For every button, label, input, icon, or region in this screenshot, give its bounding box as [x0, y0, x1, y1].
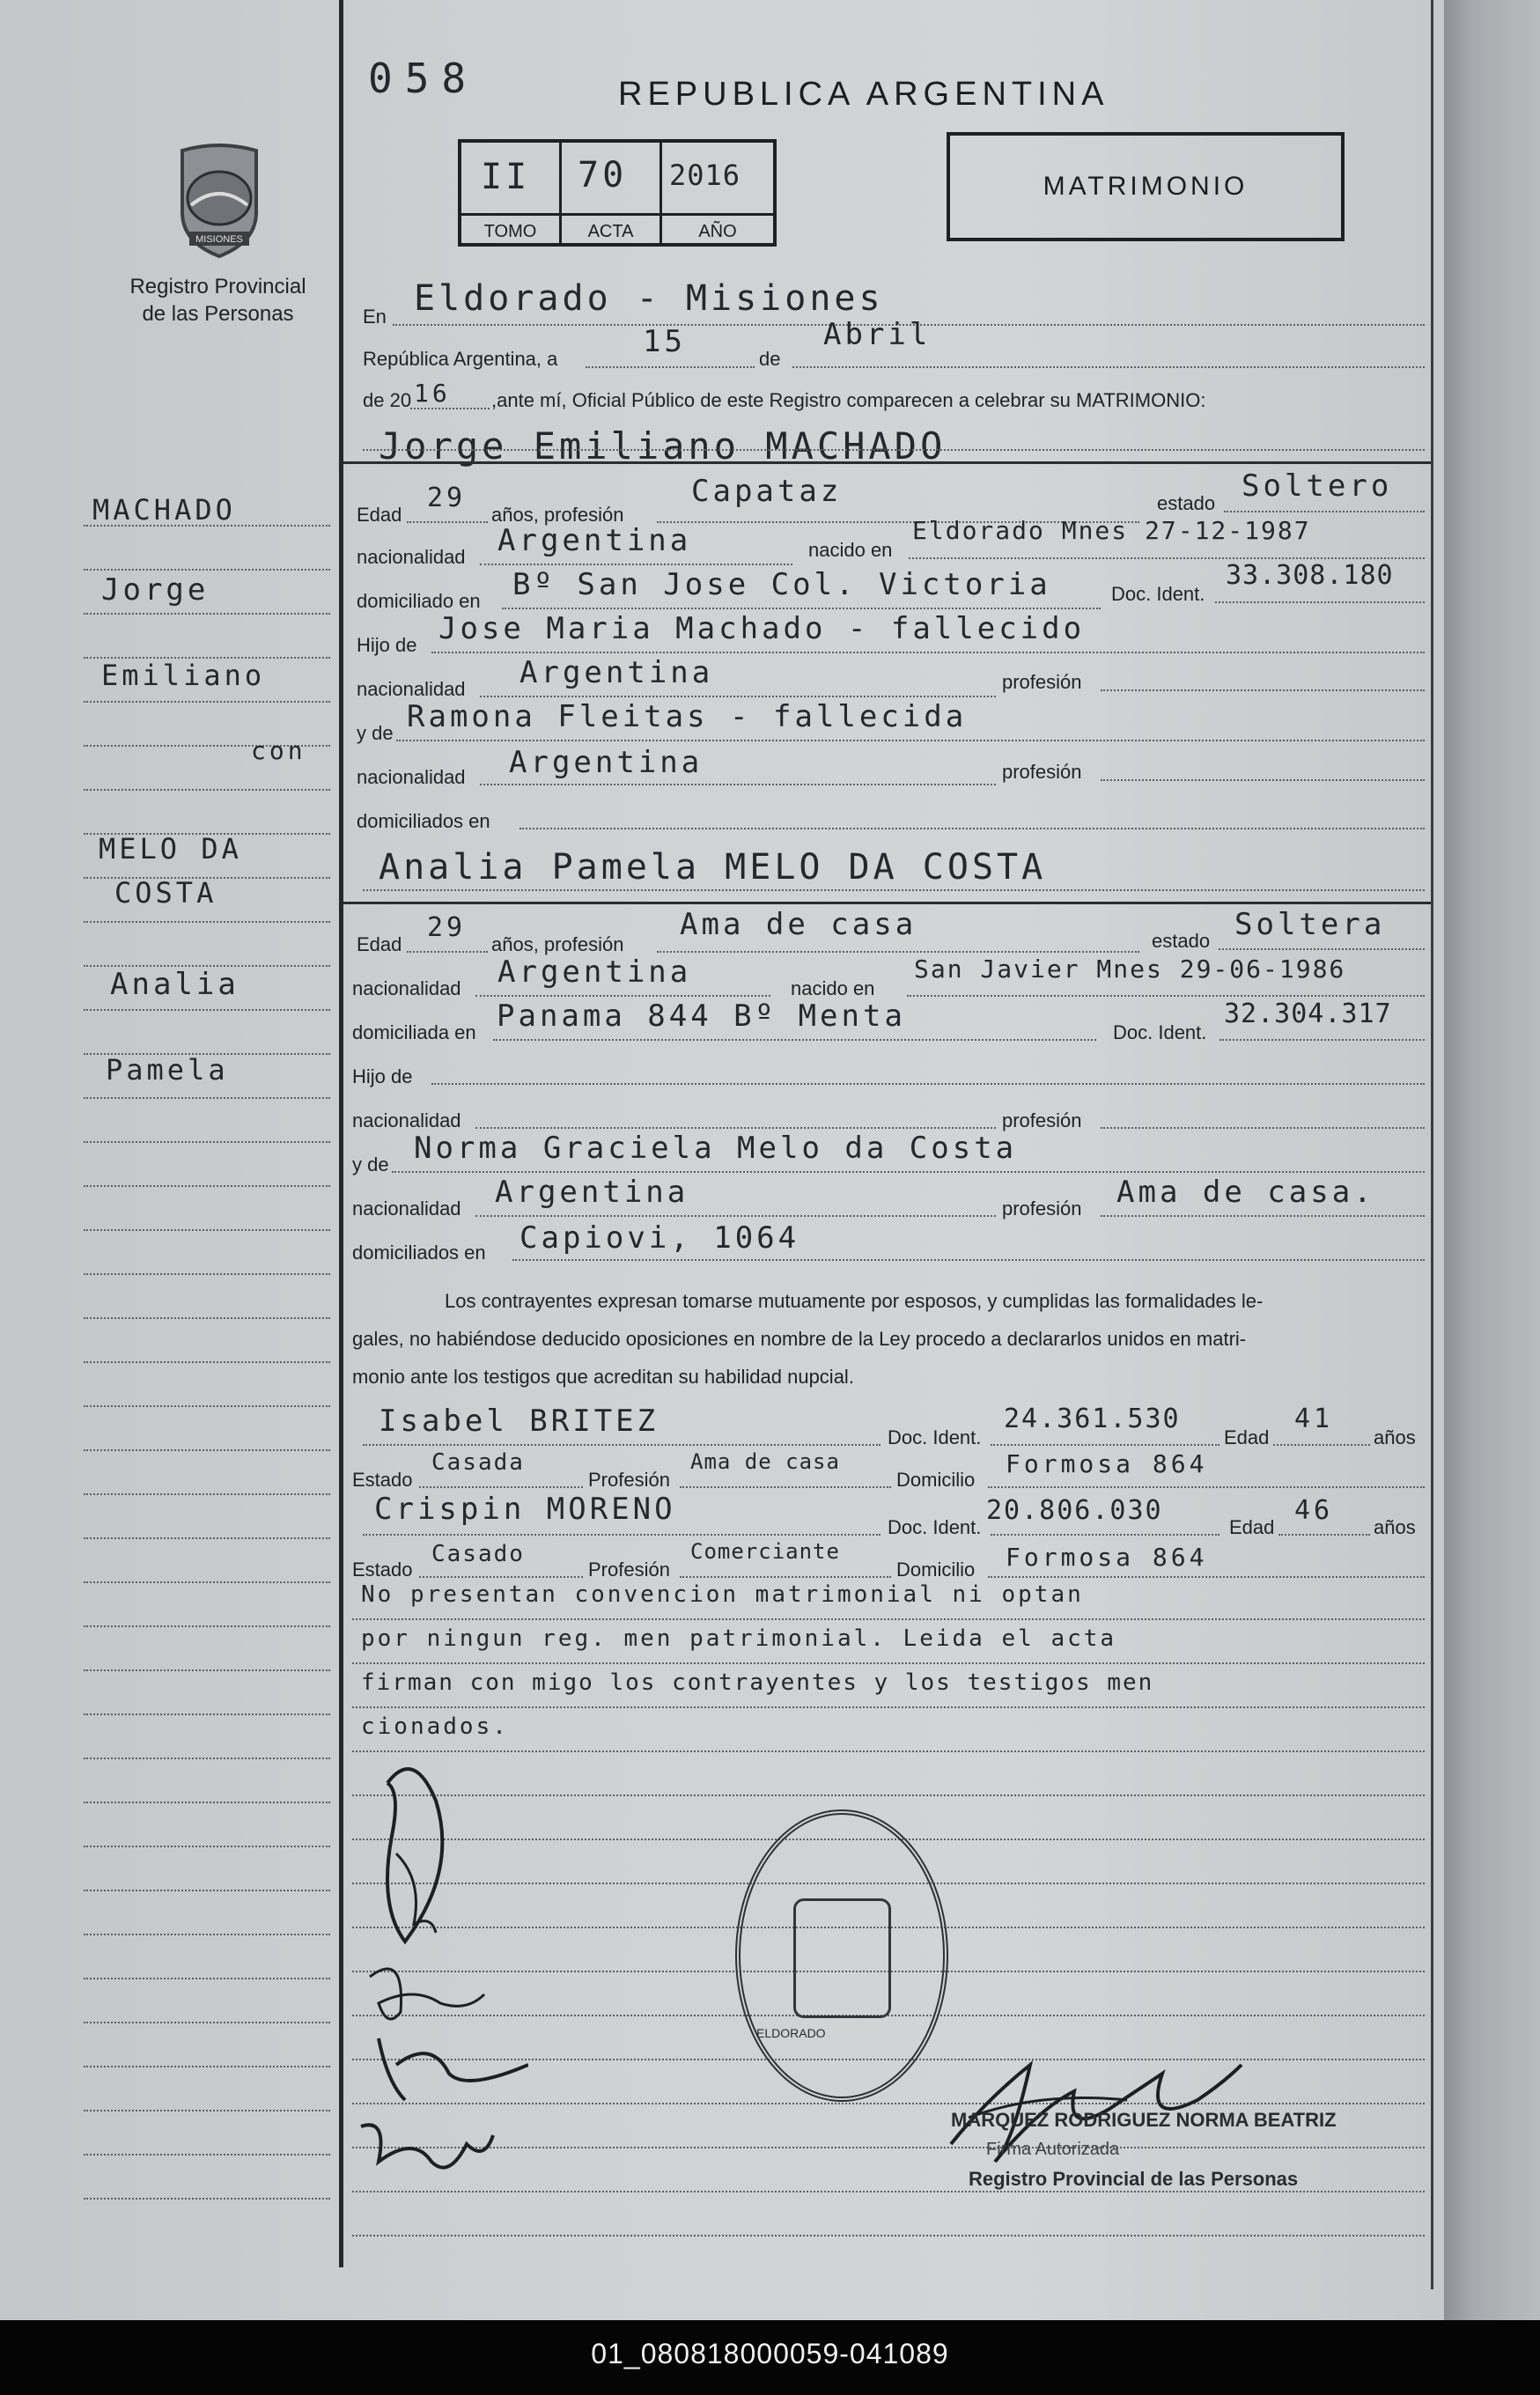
de20-label: de 20 — [363, 389, 412, 411]
paragraph-line-2: gales, no habiéndose deducido oposiciones en nombre de la Ley procedo a declararlos unidos en matri- — [352, 1328, 1247, 1350]
seal-place: ELDORADO — [756, 2026, 826, 2040]
bride-madre-nac: Argentina — [495, 1175, 689, 1210]
bride-profesion: Ama de casa — [680, 907, 917, 942]
groom-madre-prof-label: profesión — [1002, 761, 1082, 783]
bride-padre-prof-label: profesión — [1002, 1109, 1082, 1131]
witness2-doc-label: Doc. Ident. — [888, 1516, 982, 1538]
bride-madre-nac-label: nacionalidad — [352, 1198, 461, 1220]
margin-note-1: MACHADO — [92, 493, 236, 527]
official-seal — [735, 1809, 948, 2102]
witness2-domicilio: Formosa 864 — [1006, 1543, 1208, 1572]
groom-nac-label: nacionalidad — [357, 546, 466, 568]
bride-nacionalidad: Argentina — [497, 954, 692, 990]
groom-domiciliados-label: domiciliados en — [357, 810, 490, 832]
witness1-domicilio-label: Domicilio — [896, 1469, 976, 1491]
registrar-name: MARQUEZ RODRIGUEZ NORMA BEATRIZ — [951, 2109, 1337, 2131]
witness1-anios-label: años — [1374, 1426, 1416, 1448]
groom-padre-prof-label: profesión — [1002, 671, 1082, 693]
note-line-3: firman con migo los contrayentes y los testigos men — [361, 1669, 1154, 1696]
acta-value: 70 — [578, 155, 628, 195]
bride-doc-label: Doc. Ident. — [1113, 1021, 1207, 1043]
margin-note-3: Emiliano — [101, 659, 266, 692]
groom-nacido-label: nacido en — [808, 539, 893, 561]
bride-nac-label: nacionalidad — [352, 977, 461, 999]
de-label: de — [759, 348, 781, 370]
registrar-signature — [933, 2012, 1250, 2188]
anio-value: 2016 — [669, 158, 741, 192]
groom-hijo-label: Hijo de — [357, 634, 417, 656]
witness2-edad: 46 — [1294, 1495, 1334, 1526]
note-line-2: por ningun reg. men patrimonial. Leida el acta — [361, 1625, 1117, 1652]
groom-doc-label: Doc. Ident. — [1111, 583, 1205, 605]
republica-label: República Argentina, a — [363, 348, 558, 370]
witness2-name: Crispin MORENO — [374, 1492, 676, 1527]
groom-padre: Jose Maria Machado - fallecido — [438, 611, 1086, 646]
page-number: 058 — [368, 55, 479, 102]
groom-padre-nac-label: nacionalidad — [357, 678, 466, 700]
note-line-4: cionados. — [361, 1713, 509, 1740]
right-rule — [1431, 0, 1433, 2289]
witness1-profesion: Ama de casa — [690, 1449, 840, 1474]
groom-edad: 29 — [427, 483, 467, 513]
bride-madre-dom: Capiovi, 1064 — [519, 1220, 800, 1256]
month-value: Abril — [823, 317, 932, 352]
groom-doc: 33.308.180 — [1226, 560, 1394, 591]
groom-nacido: Eldorado Mnes 27-12-1987 — [912, 516, 1311, 545]
logo-text: MISIONES — [195, 234, 243, 245]
witness1-estado: Casada — [431, 1449, 525, 1476]
margin-note-4: con — [251, 736, 306, 765]
bride-estado: Soltera — [1234, 907, 1386, 942]
margin-note-6: COSTA — [114, 876, 217, 910]
registry-line-1: Registro Provincial — [129, 275, 306, 298]
bride-dom-label: domiciliada en — [352, 1021, 476, 1043]
margin-note-2: Jorge — [101, 572, 210, 608]
bride-madre-prof-label: profesión — [1002, 1198, 1082, 1220]
witness2-prof-label: Profesión — [588, 1559, 670, 1581]
groom-madre-nac-label: nacionalidad — [357, 766, 466, 788]
witness1-name: Isabel BRITEZ — [379, 1404, 659, 1439]
witness2-domicilio-label: Domicilio — [896, 1559, 976, 1581]
tomo-acta-anio-box — [458, 139, 777, 247]
groom-edad-label: Edad — [357, 504, 402, 526]
groom-nacionalidad: Argentina — [497, 523, 692, 558]
anio-label: AÑO — [662, 213, 773, 247]
witness1-edad: 41 — [1294, 1404, 1334, 1434]
bride-edad-label: Edad — [357, 933, 402, 955]
seal-emblem — [793, 1898, 891, 2018]
registry-line-2: de las Personas — [142, 302, 294, 326]
country-title: REPUBLICA ARGENTINA — [618, 76, 1109, 113]
bride-nacido: San Javier Mnes 29-06-1986 — [914, 954, 1346, 984]
bride-padre-nac-label: nacionalidad — [352, 1109, 461, 1131]
margin-note-7: Analia — [110, 967, 239, 1002]
witness1-edad-label: Edad — [1224, 1426, 1270, 1448]
groom-madre-nac: Argentina — [509, 745, 704, 780]
bride-madre: Norma Graciela Melo da Costa — [414, 1131, 1018, 1166]
groom-madre: Ramona Fleitas - fallecida — [407, 699, 968, 734]
scan-file-id: 01_080818000059-041089 — [591, 2338, 949, 2369]
groom-anios-label: años, profesión — [491, 504, 624, 526]
province-shield-icon — [170, 144, 269, 260]
groom-estado-label: estado — [1157, 492, 1216, 514]
tomo-value: II — [481, 157, 531, 197]
bride-doc: 32.304.317 — [1224, 999, 1392, 1029]
year-suffix-value: 16 — [414, 379, 451, 408]
groom-domicilio: Bº San Jose Col. Victoria — [512, 567, 1051, 602]
witness1-estado-label: Estado — [352, 1469, 413, 1491]
paragraph-line-3: monio ante los testigos que acreditan su habilidad nupcial. — [352, 1366, 854, 1388]
groom-profesion: Capataz — [691, 474, 843, 509]
witness2-estado-label: Estado — [352, 1559, 413, 1581]
tomo-label: TOMO — [461, 213, 562, 247]
registrar-office: Registro Provincial de las Personas — [969, 2168, 1299, 2190]
en-label: En — [363, 306, 387, 328]
bride-hijo-label: Hijo de — [352, 1065, 413, 1087]
margin-note-8: Pamela — [106, 1053, 229, 1087]
day-value: 15 — [643, 324, 686, 359]
bride-domiciliados-label: domiciliados en — [352, 1242, 486, 1264]
bride-edad: 29 — [427, 912, 467, 943]
ante-text: ,ante mí, Oficial Público de este Registro comparecen a celebrar su MATRIMONIO: — [491, 389, 1206, 411]
groom-ymadre-label: y de — [357, 722, 394, 744]
witness2-estado: Casado — [431, 1541, 525, 1567]
witness2-doc: 20.806.030 — [986, 1495, 1163, 1526]
acta-label: ACTA — [562, 213, 662, 247]
bride-ymadre-label: y de — [352, 1153, 389, 1175]
groom-name: Jorge Emiliano MACHADO — [379, 424, 947, 468]
groom-estado: Soltero — [1242, 468, 1393, 504]
witness2-profesion: Comerciante — [690, 1539, 840, 1564]
groom-dom-label: domiciliado en — [357, 590, 481, 612]
bride-nacido-label: nacido en — [791, 977, 875, 999]
witness1-doc: 24.361.530 — [1004, 1404, 1181, 1434]
registrar-role: Firma Autorizada — [986, 2140, 1120, 2159]
act-type-box: MATRIMONIO — [947, 132, 1345, 241]
margin-note-5: MELO DA — [99, 832, 242, 866]
witness2-anios-label: años — [1374, 1516, 1416, 1538]
bride-madre-prof: Ama de casa. — [1116, 1175, 1375, 1210]
page-edge — [1444, 0, 1540, 2320]
bride-domicilio: Panama 844 Bº Menta — [497, 999, 906, 1034]
groom-padre-nac: Argentina — [519, 655, 714, 690]
margin-rule — [339, 0, 343, 2267]
bride-estado-label: estado — [1152, 930, 1211, 952]
party-signatures — [352, 1748, 528, 2223]
witness1-prof-label: Profesión — [588, 1469, 670, 1491]
note-line-1: No presentan convencion matrimonial ni optan — [361, 1581, 1084, 1608]
bride-name: Analia Pamela MELO DA COSTA — [379, 847, 1047, 888]
witness2-edad-label: Edad — [1229, 1516, 1275, 1538]
witness1-doc-label: Doc. Ident. — [888, 1426, 982, 1448]
witness1-domicilio: Formosa 864 — [1006, 1449, 1208, 1478]
place-value: Eldorado - Misiones — [414, 278, 884, 319]
paragraph-line-1: Los contrayentes expresan tomarse mutuamente por esposos, y cumplidas las formalidades le- — [445, 1290, 1264, 1312]
bride-anios-label: años, profesión — [491, 933, 624, 955]
